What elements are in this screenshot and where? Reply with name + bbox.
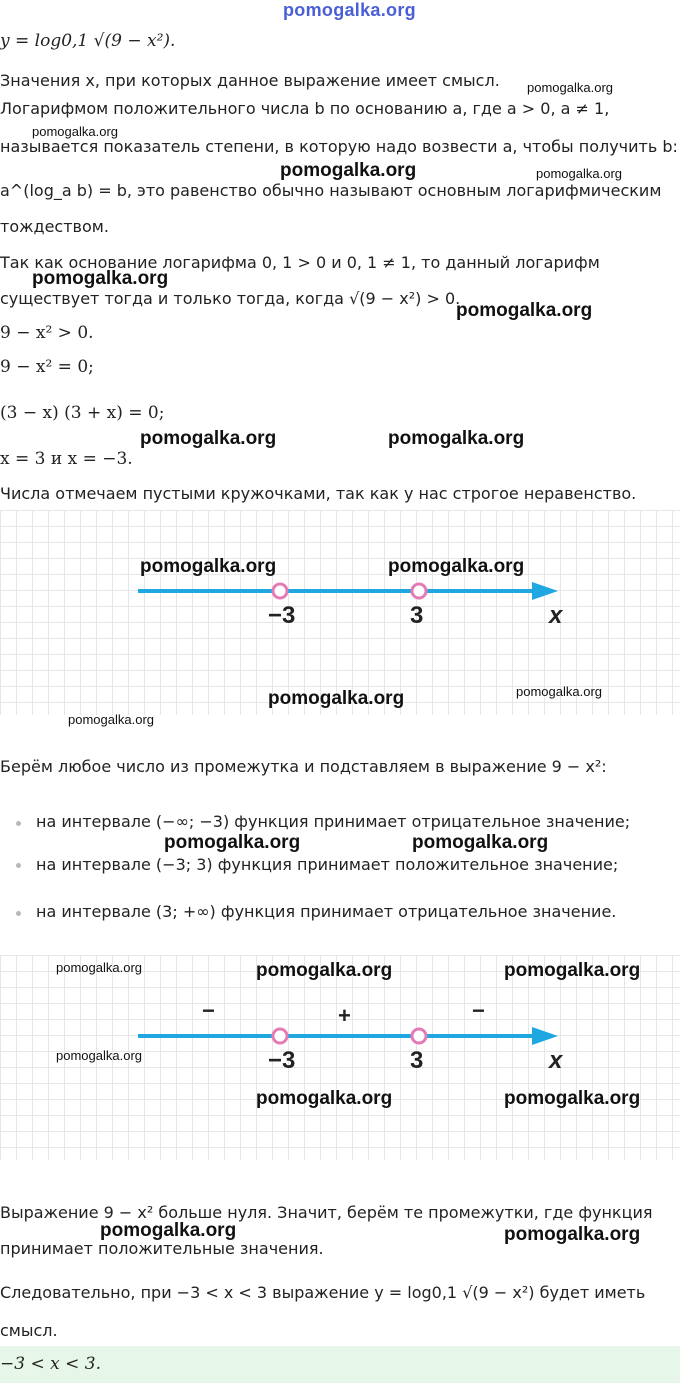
paragraph-7a: Следовательно, при −3 < x < 3 выражение y = log0,1 √(9 − x²) будет иметь — [0, 1283, 646, 1302]
sign-right: − — [472, 998, 485, 1023]
watermark: pomogalka.org — [504, 1224, 641, 1245]
bullet-dot-2 — [16, 863, 21, 868]
watermark: pomogalka.org — [100, 1220, 237, 1241]
watermark: pomogalka.org — [527, 80, 613, 95]
sign-middle: + — [338, 1003, 351, 1028]
watermark: pomogalka.org — [256, 1088, 393, 1109]
watermark: pomogalka.org — [56, 960, 142, 975]
bullet-1: на интервале (−∞; −3) функция принимает отрицательное значение; — [36, 812, 631, 831]
axis-arrow — [532, 1027, 558, 1045]
sign-left: − — [202, 998, 215, 1023]
label-3: 3 — [410, 1047, 424, 1074]
watermark: pomogalka.org — [536, 166, 622, 181]
formula-top — [0, 30, 175, 52]
watermark: pomogalka.org — [456, 300, 593, 321]
watermark: pomogalka.org — [256, 960, 393, 981]
site-watermark: pomogalka.org — [283, 0, 416, 20]
bullet-2: на интервале (−3; 3) функция принимает положительное значение; — [36, 855, 619, 874]
equation-4: x = 3 и x = −3. — [0, 449, 133, 469]
paragraph-3a: Так как основание логарифма 0, 1 > 0 и 0, 1 ≠ 1, то данный логарифм — [0, 253, 600, 272]
point-minus-3 — [273, 1029, 287, 1043]
paragraph-2a: Логарифмом положительного числа b по основанию a, где a > 0, a ≠ 1, — [0, 99, 610, 118]
watermark: pomogalka.org — [68, 712, 154, 727]
paragraph-6a: Выражение 9 − x² больше нуля. Значит, берём те промежутки, где функция — [0, 1203, 653, 1222]
watermark: pomogalka.org — [388, 556, 525, 577]
bullet-dot-3 — [16, 911, 21, 916]
axis-arrow — [532, 582, 558, 600]
bullet-dot-1 — [16, 821, 21, 826]
label-minus-3: −3 — [268, 602, 296, 629]
bullet-3: на интервале (3; +∞) функция принимает отрицательное значение. — [36, 902, 617, 921]
paragraph-2d: тождеством. — [0, 217, 109, 236]
paragraph-1: Значения x, при которых данное выражение имеет смысл. — [0, 71, 500, 90]
watermark: pomogalka.org — [412, 832, 549, 853]
equation-2: 9 − x² = 0; — [0, 357, 94, 377]
formula-top-text: y = log0,1 √(9 − x²). — [0, 31, 176, 51]
watermark: pomogalka.org — [504, 1088, 641, 1109]
point-3 — [412, 1029, 426, 1043]
label-x: x — [549, 602, 563, 629]
watermark: pomogalka.org — [164, 832, 301, 853]
answer-box — [0, 1346, 680, 1383]
watermark: pomogalka.org — [280, 160, 417, 181]
paragraph-7b: смысл. — [0, 1321, 58, 1340]
watermark: pomogalka.org — [140, 428, 277, 449]
watermark: pomogalka.org — [32, 268, 169, 289]
paragraph-3b: существует тогда и только тогда, когда √(9 − x²) > 0. — [0, 289, 461, 308]
paragraph-5: Берём любое число из промежутка и подставляем в выражение 9 − x²: — [0, 757, 607, 776]
paragraph-2c: a^(log_a b) = b, это равенство обычно называют основным логарифмическим — [0, 181, 662, 200]
paragraph-2b: называется показатель степени, в которую надо возвести a, чтобы получить b: — [0, 137, 678, 156]
label-minus-3: −3 — [268, 1047, 296, 1074]
label-x: x — [549, 1047, 563, 1074]
paragraph-6b: принимает положительные значения. — [0, 1239, 324, 1258]
watermark: pomogalka.org — [140, 556, 277, 577]
point-3 — [412, 584, 426, 598]
watermark: pomogalka.org — [388, 428, 525, 449]
watermark: pomogalka.org — [268, 688, 405, 709]
point-minus-3 — [273, 584, 287, 598]
paragraph-4: Числа отмечаем пустыми кружочками, так как у нас строгое неравенство. — [0, 484, 637, 503]
equation-3: (3 − x) (3 + x) = 0; — [0, 403, 165, 423]
answer-text: −3 < x < 3. — [0, 1354, 101, 1374]
watermark: pomogalka.org — [32, 124, 118, 139]
watermark: pomogalka.org — [56, 1048, 142, 1063]
label-3: 3 — [410, 602, 424, 629]
watermark: pomogalka.org — [504, 960, 641, 981]
equation-1: 9 − x² > 0. — [0, 323, 94, 343]
watermark: pomogalka.org — [516, 684, 602, 699]
